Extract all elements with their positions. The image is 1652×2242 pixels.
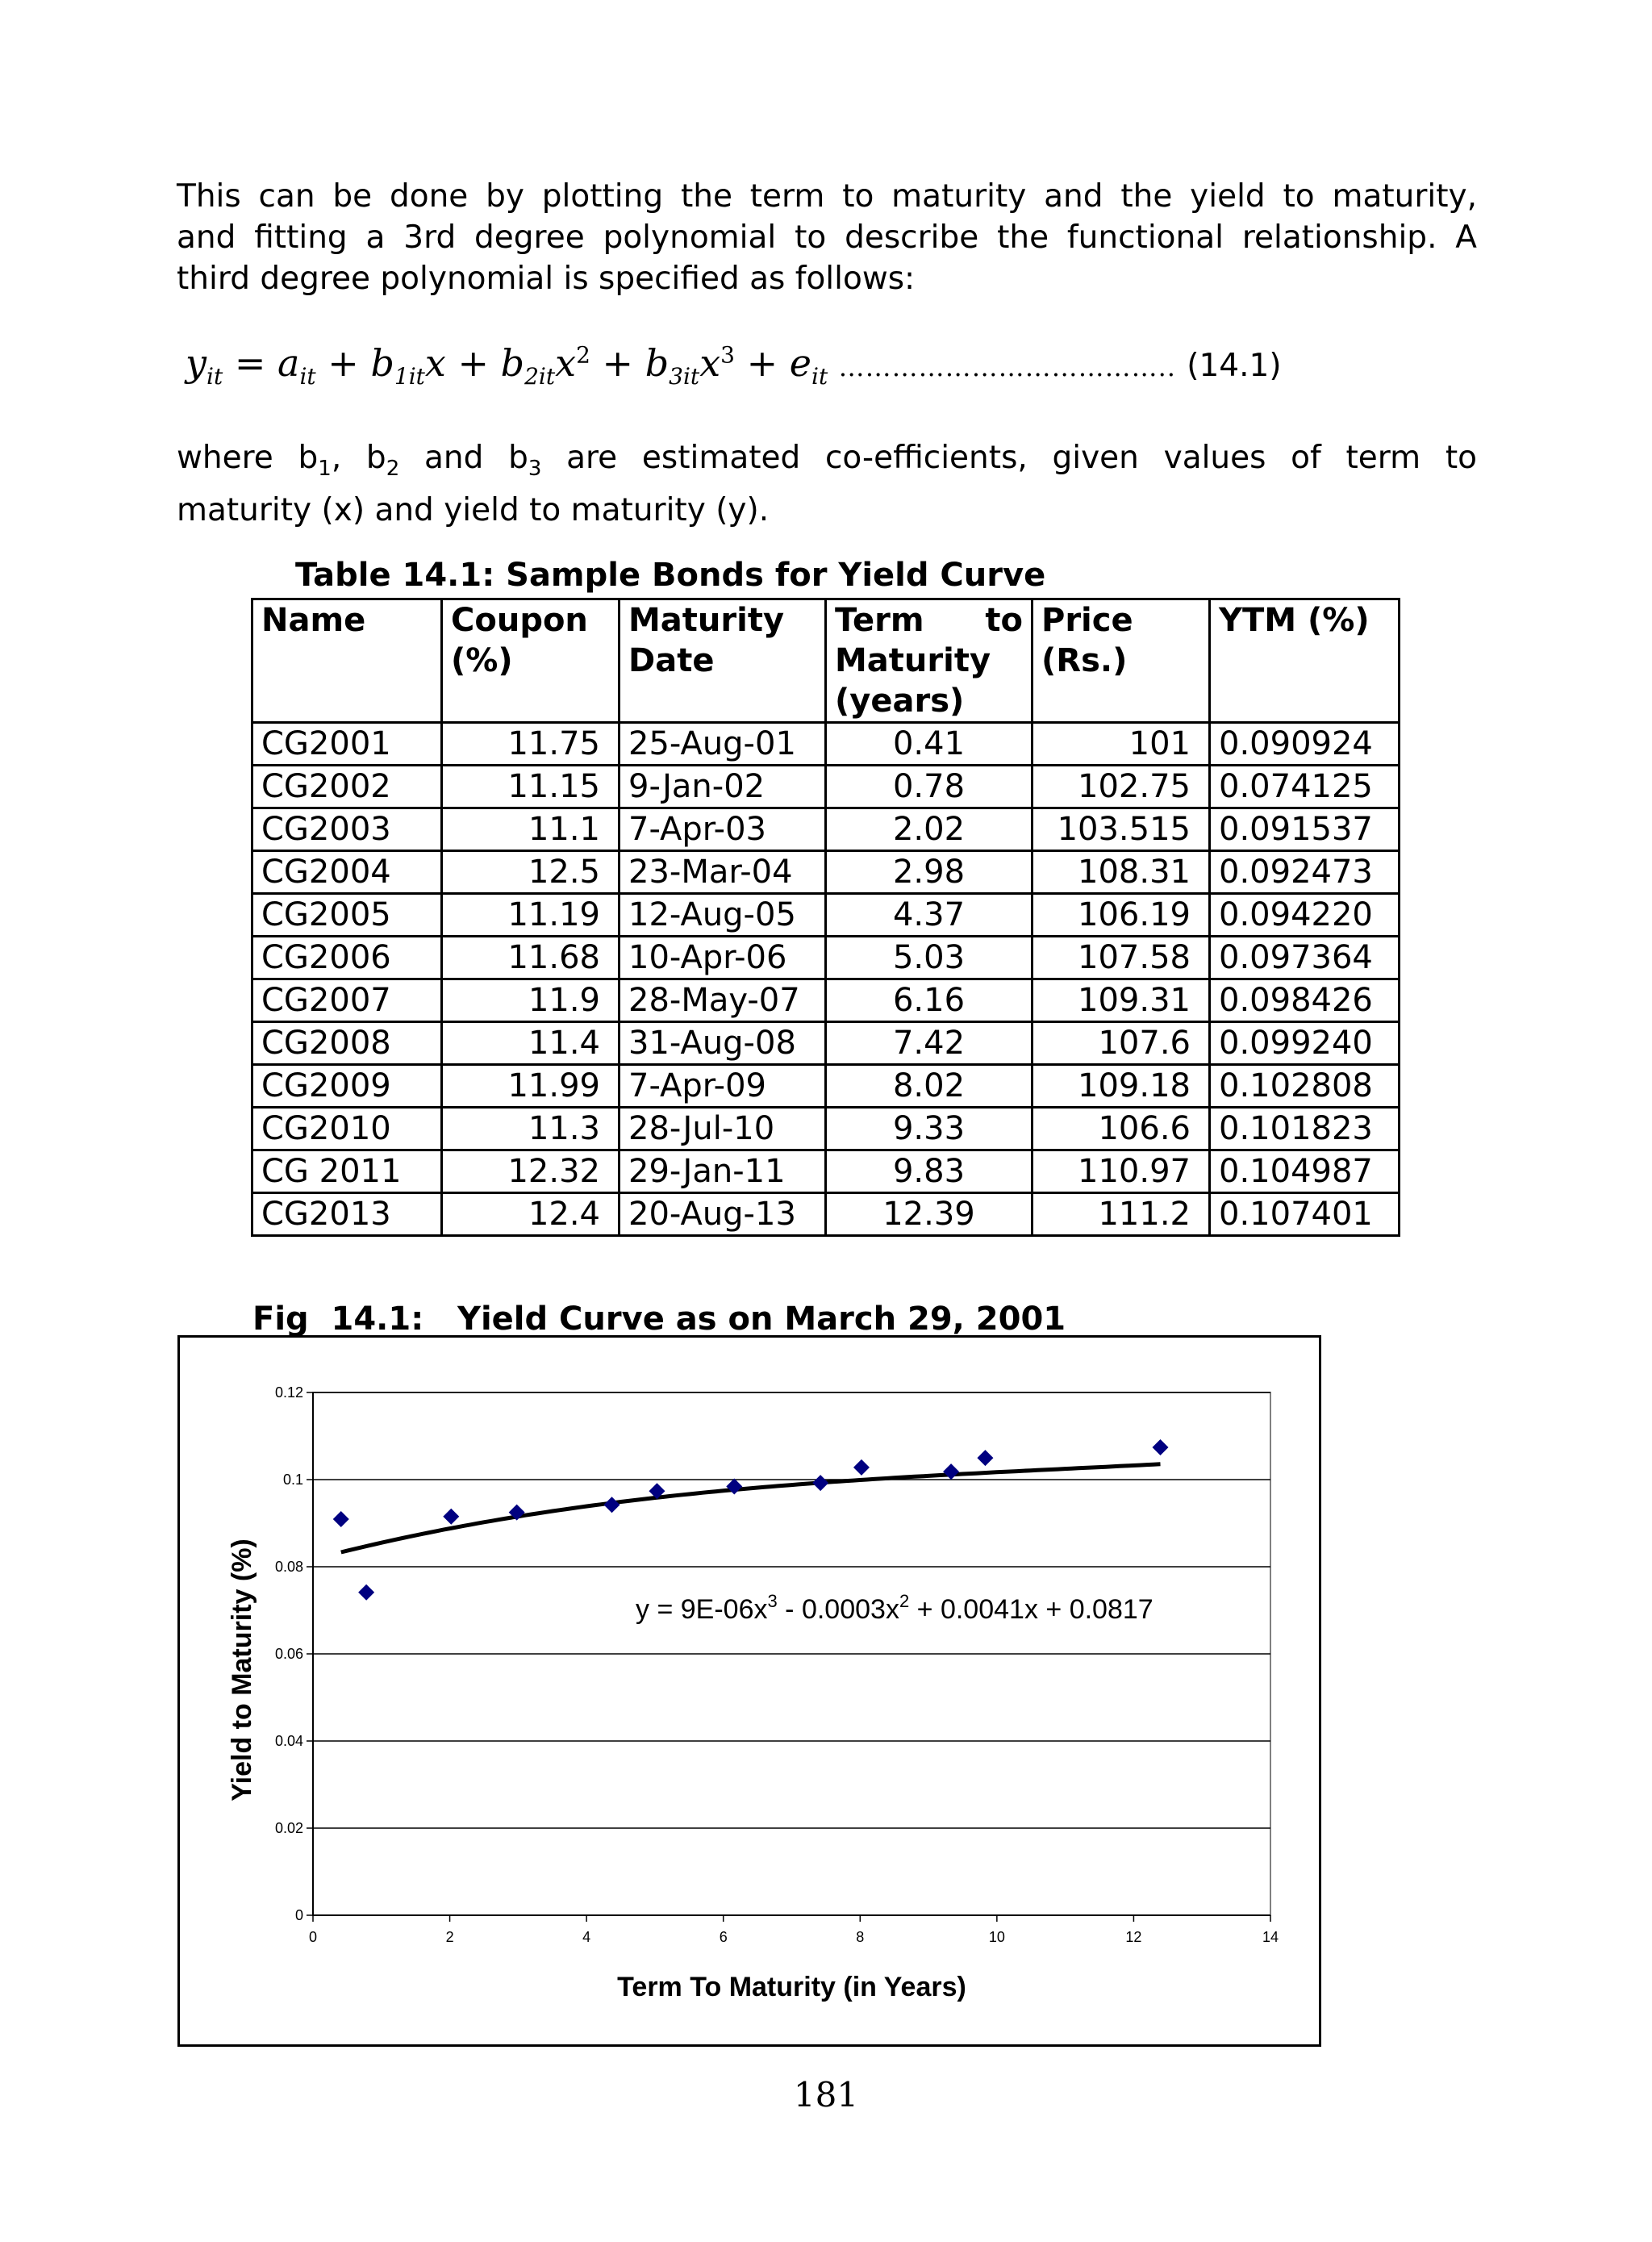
cell-maturity-date: 25-Aug-01 xyxy=(620,723,826,766)
cell-price: 109.18 xyxy=(1032,1065,1210,1108)
column-header-name: Name xyxy=(252,599,442,723)
y-tick-label: 0.04 xyxy=(274,1733,303,1749)
cell-coupon: 11.9 xyxy=(442,979,620,1022)
bonds-table xyxy=(251,598,1400,1237)
page-number: 181 xyxy=(793,2075,859,2115)
cell-ytm: 0.104987 xyxy=(1210,1150,1400,1193)
data-point xyxy=(977,1450,993,1466)
figure-caption: Fig 14.1: Yield Curve as on March 29, 2001 xyxy=(252,1301,1066,1338)
cell-name: CG2001 xyxy=(252,723,442,766)
cell-ytm: 0.098426 xyxy=(1210,979,1400,1022)
cell-ytm: 0.092473 xyxy=(1210,851,1400,894)
cell-term: 0.78 xyxy=(826,766,1032,808)
data-point xyxy=(812,1475,828,1491)
x-tick-label: 2 xyxy=(445,1929,454,1945)
x-tick-label: 4 xyxy=(582,1929,591,1945)
cell-name: CG2007 xyxy=(252,979,442,1022)
cell-name: CG 2011 xyxy=(252,1150,442,1193)
data-point xyxy=(943,1463,959,1480)
where-line-2: maturity (x) and yield to maturity (y). xyxy=(177,491,770,528)
cell-price: 108.31 xyxy=(1032,851,1210,894)
x-tick-label: 6 xyxy=(719,1929,728,1945)
cell-price: 107.6 xyxy=(1032,1022,1210,1065)
y-tick-label: 0.12 xyxy=(274,1384,303,1401)
y-tick-label: 0.08 xyxy=(274,1559,303,1575)
intro-line: and fitting a 3rd degree polynomial to describe the functional relationship. A xyxy=(177,219,1477,256)
cell-coupon: 12.5 xyxy=(442,851,620,894)
cell-ytm: 0.090924 xyxy=(1210,723,1400,766)
table-body xyxy=(252,723,1400,1236)
cell-term: 5.03 xyxy=(826,937,1032,979)
cell-price: 106.6 xyxy=(1032,1108,1210,1150)
cell-price: 111.2 xyxy=(1032,1193,1210,1236)
cell-maturity-date: 28-May-07 xyxy=(620,979,826,1022)
cell-maturity-date: 23-Mar-04 xyxy=(620,851,826,894)
cell-ytm: 0.091537 xyxy=(1210,808,1400,851)
cell-ytm: 0.102808 xyxy=(1210,1065,1400,1108)
equation-part: 2 xyxy=(899,1591,910,1611)
cell-term: 4.37 xyxy=(826,894,1032,937)
cell-maturity-date: 9-Jan-02 xyxy=(620,766,826,808)
column-header-price: Price (Rs.) xyxy=(1032,599,1210,723)
cell-name: CG2013 xyxy=(252,1193,442,1236)
equation-14-1 xyxy=(186,341,1282,390)
cell-maturity-date: 12-Aug-05 xyxy=(620,894,826,937)
equation-part: - 0.0003x xyxy=(777,1594,899,1625)
yield-curve-chart xyxy=(180,1338,1319,2044)
cell-maturity-date: 20-Aug-13 xyxy=(620,1193,826,1236)
table-row xyxy=(252,979,1400,1022)
intro-line: third degree polynomial is specified as follows: xyxy=(177,261,916,297)
chart-frame xyxy=(177,1335,1321,2047)
data-point xyxy=(853,1459,870,1476)
where-line-1: where $b_1$, $b_2$ and $b_3$ are estimated co-efficients, given values of term to xyxy=(177,440,1477,481)
intro-line: This can be done by plotting the term to maturity and the yield to maturity, xyxy=(177,178,1477,215)
cell-price: 102.75 xyxy=(1032,766,1210,808)
cell-coupon: 11.19 xyxy=(442,894,620,937)
cell-coupon: 11.68 xyxy=(442,937,620,979)
cell-ytm: 0.107401 xyxy=(1210,1193,1400,1236)
table-row xyxy=(252,723,1400,766)
table-row xyxy=(252,1022,1400,1065)
data-point xyxy=(604,1497,620,1513)
table-row xyxy=(252,1193,1400,1236)
cell-coupon: 11.1 xyxy=(442,808,620,851)
column-header-coupon: Coupon (%) xyxy=(442,599,620,723)
table-row xyxy=(252,766,1400,808)
cell-price: 101 xyxy=(1032,723,1210,766)
cell-coupon: 12.32 xyxy=(442,1150,620,1193)
cell-term: 8.02 xyxy=(826,1065,1032,1108)
equation-leader-dots: ……………………………….. xyxy=(838,352,1176,382)
data-point xyxy=(333,1511,349,1527)
table-header-row xyxy=(252,599,1400,723)
cell-coupon: 11.75 xyxy=(442,723,620,766)
cell-coupon: 11.15 xyxy=(442,766,620,808)
y-axis-title: Yield to Maturity (%) xyxy=(227,1539,257,1802)
column-header-maturity-date: Maturity Date xyxy=(620,599,826,723)
cell-price: 103.515 xyxy=(1032,808,1210,851)
y-tick-label: 0 xyxy=(294,1907,303,1923)
cell-maturity-date: 31-Aug-08 xyxy=(620,1022,826,1065)
x-tick-label: 12 xyxy=(1125,1929,1142,1945)
y-tick-label: 0.02 xyxy=(274,1820,303,1836)
cell-term: 0.41 xyxy=(826,723,1032,766)
cell-name: CG2003 xyxy=(252,808,442,851)
cell-maturity-date: 29-Jan-11 xyxy=(620,1150,826,1193)
table-caption: Table 14.1: Sample Bonds for Yield Curve xyxy=(295,557,1046,594)
cell-term: 2.02 xyxy=(826,808,1032,851)
table-row xyxy=(252,894,1400,937)
cell-ytm: 0.097364 xyxy=(1210,937,1400,979)
intro-paragraph xyxy=(177,176,1477,299)
cell-ytm: 0.099240 xyxy=(1210,1022,1400,1065)
cell-name: CG2008 xyxy=(252,1022,442,1065)
table-row xyxy=(252,937,1400,979)
equation-formula: $y_{it} = a_{it} + b_{1it}x + b_{2it}x^2 + b_{3it}x^3 + e_{it}$ xyxy=(186,341,828,390)
column-header-term: Term to Maturity (years) xyxy=(826,599,1032,723)
cell-name: CG2010 xyxy=(252,1108,442,1150)
cell-maturity-date: 7-Apr-03 xyxy=(620,808,826,851)
cell-term: 2.98 xyxy=(826,851,1032,894)
cell-maturity-date: 28-Jul-10 xyxy=(620,1108,826,1150)
cell-coupon: 11.99 xyxy=(442,1065,620,1108)
equation-part: y = 9E-06x xyxy=(636,1594,768,1625)
column-header-ytm: YTM (%) xyxy=(1210,599,1400,723)
cell-price: 109.31 xyxy=(1032,979,1210,1022)
y-tick-label: 0.06 xyxy=(274,1646,303,1662)
table-row xyxy=(252,1150,1400,1193)
cell-price: 110.97 xyxy=(1032,1150,1210,1193)
cell-coupon: 11.3 xyxy=(442,1108,620,1150)
cell-maturity-date: 10-Apr-06 xyxy=(620,937,826,979)
cell-coupon: 12.4 xyxy=(442,1193,620,1236)
x-tick-label: 14 xyxy=(1262,1929,1279,1945)
cell-ytm: 0.074125 xyxy=(1210,766,1400,808)
cell-term: 7.42 xyxy=(826,1022,1032,1065)
cell-name: CG2002 xyxy=(252,766,442,808)
cell-name: CG2004 xyxy=(252,851,442,894)
cell-name: CG2009 xyxy=(252,1065,442,1108)
equation-part: 3 xyxy=(767,1591,778,1611)
cell-maturity-date: 7-Apr-09 xyxy=(620,1065,826,1108)
x-tick-label: 8 xyxy=(856,1929,865,1945)
y-tick-label: 0.1 xyxy=(282,1472,303,1488)
where-paragraph xyxy=(177,437,1477,531)
table-row xyxy=(252,851,1400,894)
table-row xyxy=(252,1108,1400,1150)
cell-name: CG2005 xyxy=(252,894,442,937)
equation-part: + 0.0041x + 0.0817 xyxy=(909,1594,1153,1625)
cell-name: CG2006 xyxy=(252,937,442,979)
cell-term: 12.39 xyxy=(826,1193,1032,1236)
x-axis-title: Term To Maturity (in Years) xyxy=(617,1972,966,2002)
table-row xyxy=(252,808,1400,851)
cell-term: 6.16 xyxy=(826,979,1032,1022)
cell-ytm: 0.094220 xyxy=(1210,894,1400,937)
x-tick-label: 10 xyxy=(988,1929,1005,1945)
trendline-curve xyxy=(341,1464,1161,1552)
cell-coupon: 11.4 xyxy=(442,1022,620,1065)
data-point xyxy=(1152,1439,1168,1455)
cell-term: 9.33 xyxy=(826,1108,1032,1150)
cell-price: 107.58 xyxy=(1032,937,1210,979)
cell-price: 106.19 xyxy=(1032,894,1210,937)
data-point xyxy=(358,1584,374,1601)
table-row xyxy=(252,1065,1400,1108)
x-tick-label: 0 xyxy=(308,1929,318,1945)
trendline-equation xyxy=(636,1591,1153,1625)
cell-term: 9.83 xyxy=(826,1150,1032,1193)
cell-ytm: 0.101823 xyxy=(1210,1108,1400,1150)
equation-number: (14.1) xyxy=(1187,348,1282,384)
data-point xyxy=(443,1509,459,1525)
